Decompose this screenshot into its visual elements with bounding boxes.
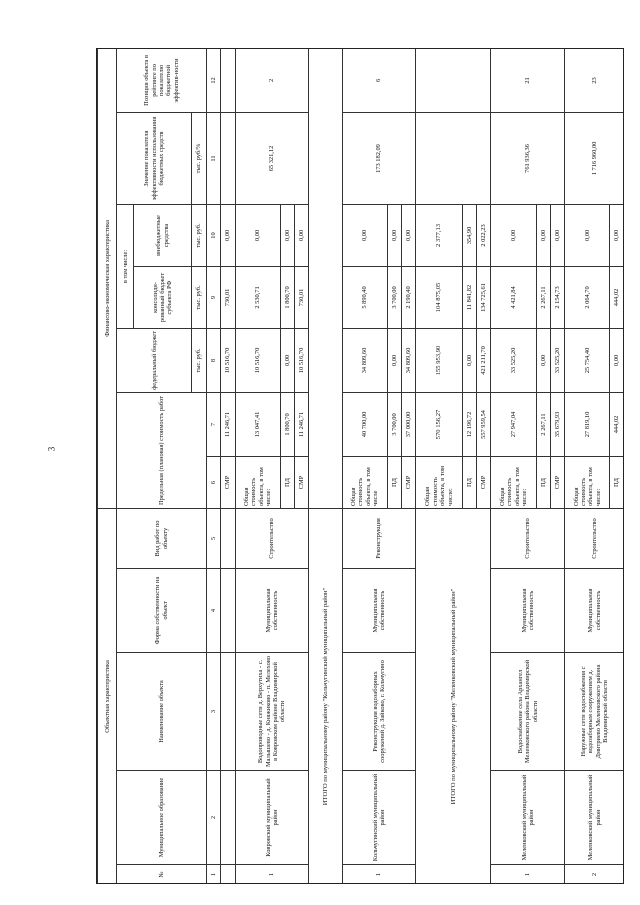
- row-label: СМР: [550, 456, 564, 508]
- row-cost: 570 156,27: [416, 392, 462, 456]
- row-consolidated: 104 875,05: [416, 266, 462, 328]
- row-federal: 10 516,70: [235, 328, 280, 392]
- row-efficiency: 65 321,12: [235, 112, 309, 204]
- row-object-name: Водоснабжение села Архангел Меленковского района Владимирской области: [491, 653, 565, 771]
- row-label: ПД: [280, 456, 294, 508]
- unit-extrabudget: тыс. руб.: [192, 204, 206, 266]
- row-extra: 0,00: [235, 204, 280, 266]
- document-table-frame: [96, 48, 624, 884]
- row-ownership: Муниципальная собственность: [565, 569, 624, 653]
- row-extra: 0,00: [550, 204, 564, 266]
- row-label: ПД: [610, 456, 624, 508]
- header-efficiency: Значение показателя эффективности использования бюджетных средств: [117, 112, 192, 204]
- unit-consolidated: тыс. руб.: [192, 266, 206, 328]
- row-label: Общая стоимость объекта, в том числе:: [491, 456, 536, 508]
- row-federal: 34 809,60: [342, 328, 387, 392]
- row-label: СМР: [294, 456, 308, 508]
- row-worktype: Строительство: [235, 508, 309, 568]
- row-no: 2: [565, 865, 624, 885]
- colnum: 4: [206, 569, 220, 653]
- header-position: Позиция объекта в рейтинге по показателю бюджетной эффектив-ности: [117, 48, 206, 112]
- colnum: 7: [206, 392, 220, 456]
- row-extra: 0,00: [221, 204, 235, 266]
- colnum: 1: [206, 865, 220, 885]
- row-worktype: Строительство: [565, 508, 624, 568]
- row-federal: 155 953,90: [416, 328, 462, 392]
- colnum: 10: [206, 204, 220, 266]
- row-extra: 0,00: [342, 204, 387, 266]
- row-extra: 2 377,13: [416, 204, 462, 266]
- header-ownership: Форма собственности на объект: [117, 569, 206, 653]
- finance-table: [97, 48, 624, 884]
- row-cost: 40 700,00: [342, 392, 387, 456]
- page-number: 3: [46, 446, 57, 452]
- row-cost: 2 267,11: [536, 392, 550, 456]
- header-finance: Финансово-экономическая характеристика: [98, 48, 117, 508]
- row-consolidated: 11 841,82: [462, 266, 476, 328]
- row-label: Общая стоимость объекта, в том числе:: [565, 456, 610, 508]
- row-extra: 0,00: [610, 204, 624, 266]
- row-federal: 0,00: [462, 328, 476, 392]
- row-extra: 0,00: [536, 204, 550, 266]
- unit-federal: тыс. руб.: [192, 328, 206, 392]
- row-consolidated: 444,02: [610, 266, 624, 328]
- row-municipal: Меленковский муниципальный район: [491, 771, 565, 865]
- row-object-name: Водопроводные сети д. Верхутиха - с. Малышево - д. Княжиково - п. Мелехово в Ковровском районе Владимирской области: [235, 653, 309, 771]
- row-extra: 0,00: [294, 204, 308, 266]
- row-cost: 11 246,71: [221, 392, 235, 456]
- row-cost: 37 000,00: [402, 392, 416, 456]
- row-cost: 13 047,41: [235, 392, 280, 456]
- row-no: 1: [342, 865, 416, 885]
- row-consolidated: 2 530,71: [235, 266, 280, 328]
- colnum: 3: [206, 653, 220, 771]
- row-extra: 354,90: [462, 204, 476, 266]
- row-extra: 0,00: [402, 204, 416, 266]
- header-federal: федеральный бюджет: [117, 328, 192, 392]
- row-consolidated: 134 725,61: [477, 266, 491, 328]
- row-label: СМР: [477, 456, 491, 508]
- row-object-name: Наружные сети водоснабжения с водозаборным сооружением д. Дмитриево Меленковского района Владимирской области: [565, 653, 624, 771]
- row-consolidated: 730,01: [221, 266, 235, 328]
- row-no: 1: [491, 865, 565, 885]
- row-label: СМР: [221, 456, 235, 508]
- row-cost: 557 959,54: [477, 392, 491, 456]
- row-municipal: Кольчугинский муниципальный район: [342, 771, 416, 865]
- header-no: №: [117, 865, 206, 885]
- row-worktype: Строительство: [491, 508, 565, 568]
- row-cost: 1 800,70: [280, 392, 294, 456]
- row-federal: 0,00: [280, 328, 294, 392]
- header-consolidated: консолиди-рованный бюджет субъекта РФ: [134, 266, 192, 328]
- row-position: 2: [235, 48, 309, 112]
- row-federal: 10 516,70: [294, 328, 308, 392]
- row-extra: 0,00: [565, 204, 610, 266]
- header-municipal: Муниципальное образование: [117, 771, 206, 865]
- row-cost: 12 196,72: [462, 392, 476, 456]
- row-consolidated: 1 800,70: [280, 266, 294, 328]
- row-consolidated: 2 267,11: [536, 266, 550, 328]
- row-federal: 0,00: [536, 328, 550, 392]
- row-efficiency: 761 936,36: [491, 112, 565, 204]
- row-consolidated: 4 421,84: [491, 266, 536, 328]
- row-cost: 3 700,00: [387, 392, 401, 456]
- colnum: 8: [206, 328, 220, 392]
- row-label: ПД: [387, 456, 401, 508]
- row-cost: 444,02: [610, 392, 624, 456]
- row-municipal: Меленковский муниципальный район: [565, 771, 624, 865]
- row-consolidated: 2 064,70: [565, 266, 610, 328]
- header-extrabudget: внебюджетные средства: [134, 204, 192, 266]
- row-consolidated: 3 700,00: [387, 266, 401, 328]
- row-position: 6: [342, 48, 416, 112]
- row-efficiency: 1 716 960,00: [565, 112, 624, 204]
- row-consolidated: 2 154,73: [550, 266, 564, 328]
- colnum: 11: [206, 112, 220, 204]
- total-row-label: ИТОГО по муниципальному району "Меленковский муниципальный район": [416, 508, 491, 884]
- row-consolidated: 2 190,40: [402, 266, 416, 328]
- row-label: СМР: [402, 456, 416, 508]
- row-label: Общая стоимость объекта, в том числе: [342, 456, 387, 508]
- row-federal: 25 754,40: [565, 328, 610, 392]
- row-federal: 10 516,70: [221, 328, 235, 392]
- header-worktype: Вид работ по объекту: [117, 508, 206, 568]
- row-label: ПД: [462, 456, 476, 508]
- row-extra: 0,00: [387, 204, 401, 266]
- row-federal: 33 525,20: [550, 328, 564, 392]
- row-label: Общая стоимость объекта, в том числе:: [235, 456, 280, 508]
- unit-efficiency: тыс. руб/%: [192, 112, 206, 204]
- row-label: Общая стоимость объекта, в том числе:: [416, 456, 462, 508]
- row-federal: 421 211,70: [477, 328, 491, 392]
- header-limit-cost: Предельная (плановая) стоимость работ: [117, 392, 206, 508]
- row-ownership: Муниципальная собственность: [342, 569, 416, 653]
- row-consolidated: 730,01: [294, 266, 308, 328]
- colnum: 12: [206, 48, 220, 112]
- row-position: 23: [565, 48, 624, 112]
- row-cost: 11 246,71: [294, 392, 308, 456]
- row-cost: 35 679,93: [550, 392, 564, 456]
- row-extra: 0,00: [491, 204, 536, 266]
- header-including: в том числе:: [117, 204, 134, 328]
- colnum: 2: [206, 771, 220, 865]
- row-object-name: Реконструкция водозаборных сооружений д. Зайково, г. Кольчугино: [342, 653, 416, 771]
- row-ownership: Муниципальная собственность: [491, 569, 565, 653]
- row-extra: 0,00: [280, 204, 294, 266]
- row-label: ПД: [536, 456, 550, 508]
- colnum: 9: [206, 266, 220, 328]
- row-municipal: Ковровский муниципальный район: [235, 771, 309, 865]
- row-federal: 0,00: [610, 328, 624, 392]
- row-position: 21: [491, 48, 565, 112]
- row-cost: 27 819,10: [565, 392, 610, 456]
- colnum: 6: [206, 456, 220, 508]
- total-row-label: ИТОГО по муниципальному району "Кольчугинский муниципальный район": [309, 508, 342, 884]
- row-cost: 27 947,04: [491, 392, 536, 456]
- row-worktype: Реконструкция: [342, 508, 416, 568]
- colnum: 5: [206, 508, 220, 568]
- row-no: 1: [235, 865, 309, 885]
- row-consolidated: 5 890,40: [342, 266, 387, 328]
- row-federal: 0,00: [387, 328, 401, 392]
- row-federal: 34 809,60: [402, 328, 416, 392]
- header-name: Наименование объекта: [117, 653, 206, 771]
- row-federal: 33 525,20: [491, 328, 536, 392]
- row-ownership: Муниципальная собственность: [235, 569, 309, 653]
- header-objects: Объектная характеристика: [98, 508, 117, 884]
- row-efficiency: 173 182,09: [342, 112, 416, 204]
- row-extra: 2 022,23: [477, 204, 491, 266]
